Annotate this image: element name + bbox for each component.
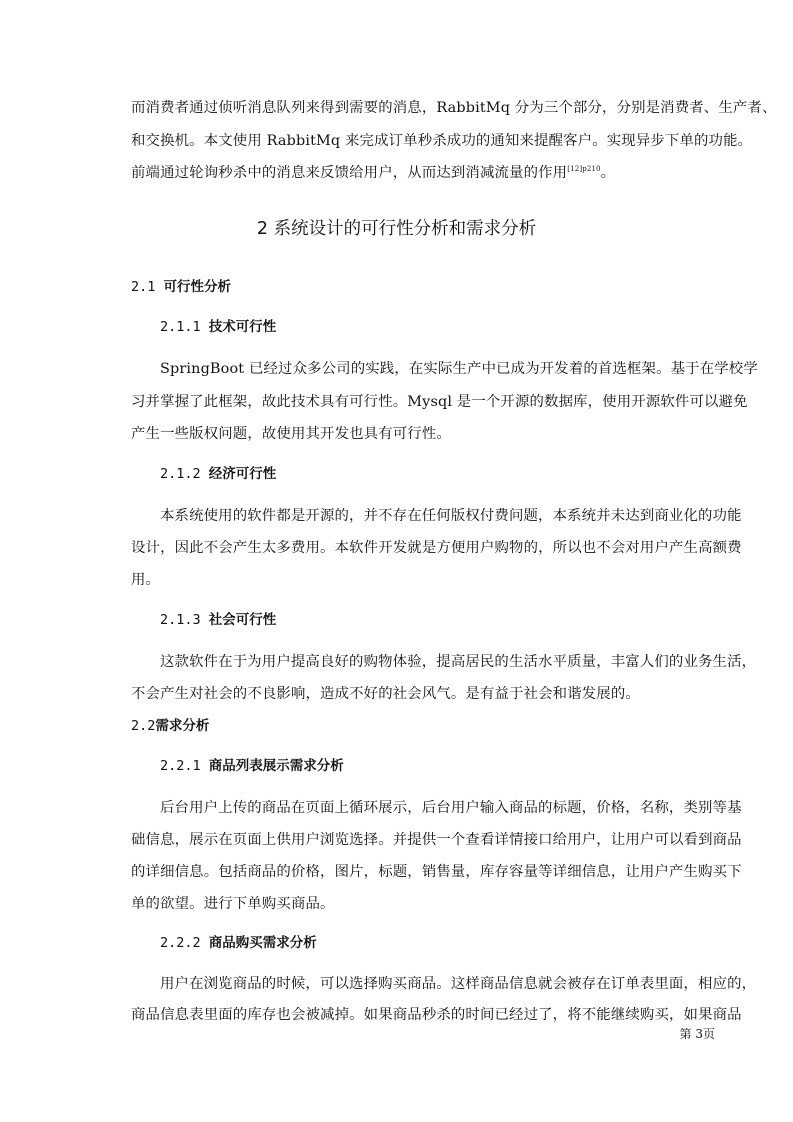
section-heading-2-2	[131, 717, 209, 735]
section-number: 2.1.1	[160, 319, 209, 335]
subsection-heading-2-2-2	[160, 934, 317, 952]
body-text-line: 这款软件在于为用户提高良好的购物体验，提高居民的生活水平质量，丰富人们的业务生活，	[160, 654, 757, 670]
section-number: 2.1	[131, 279, 164, 295]
section-title: 需求分析	[155, 718, 210, 734]
body-text-line: 础信息，展示在页面上供用户浏览选择。并提供一个查看详情接口给用户，让用户可以看到商品	[131, 832, 742, 848]
subsection-heading-2-1-1	[160, 318, 276, 336]
body-text-fragment: 。	[600, 165, 616, 181]
subsection-heading-2-1-2	[160, 465, 276, 483]
section-number: 2.1.2	[160, 466, 209, 482]
page-number: 第 3页	[679, 1027, 715, 1041]
body-text-fragment: 前端通过轮询秒杀中的消息来反馈给用户，从而达到消减流量的作用	[131, 165, 568, 181]
section-title: 经济可行性	[208, 466, 277, 482]
section-number: 2.2	[131, 718, 156, 734]
subsection-heading-2-1-3	[160, 611, 276, 629]
body-text-line: 而消费者通过侦听消息队列来得到需要的消息，RabbitMq 分为三个部分，分别是消费者、生产者、	[131, 100, 777, 116]
section-title: 可行性分析	[163, 279, 232, 295]
body-text-line: 不会产生对社会的不良影响，造成不好的社会风气。是有益于社会和谐发展的。	[131, 686, 640, 702]
body-text-line: 的详细信息。包括商品的价格，图片，标题，销售量，库存容量等详细信息，让用户产生购买下	[131, 864, 742, 880]
subsection-heading-2-2-1	[160, 757, 344, 775]
section-heading-2-1	[131, 278, 231, 296]
body-text-line	[131, 163, 721, 183]
body-text-line: 本系统使用的软件都是开源的，并不存在任何版权付费问题，本系统并未达到商业化的功能	[160, 508, 742, 524]
chapter-title: 2 系统设计的可行性分析和需求分析	[256, 219, 537, 239]
body-text-line: 后台用户上传的商品在页面上循环展示，后台用户输入商品的标题，价格，名称，类别等基	[160, 800, 742, 816]
body-text-line: SpringBoot 已经过众多公司的实践，在实际生产中已成为开发着的首选框架。基于在学校学	[160, 361, 758, 377]
body-text-line: 和交换机。本文使用 RabbitMq 来完成订单秒杀成功的通知来提醒客户。实现异步下单的功能。	[131, 133, 753, 149]
section-number: 2.2.2	[160, 935, 209, 951]
section-title: 社会可行性	[208, 612, 277, 628]
section-number: 2.2.1	[160, 758, 209, 774]
body-text-line: 用。	[131, 572, 161, 588]
body-text-line: 商品信息表里面的库存也会被减掉。如果商品秒杀的时间已经过了，将不能继续购买，如果商品	[131, 1007, 742, 1023]
section-title: 商品购买需求分析	[208, 935, 317, 951]
body-text-line: 设计，因此不会产生太多费用。本软件开发就是方便用户购物的，所以也不会对用户产生高额费	[131, 540, 742, 556]
body-text-line: 产生一些版权问题，故使用其开发也具有可行性。	[131, 426, 451, 442]
section-title: 技术可行性	[208, 319, 277, 335]
section-number: 2.1.3	[160, 612, 209, 628]
body-text-line: 用户在浏览商品的时候，可以选择购买商品。这样商品信息就会被存在订单表里面，相应的，	[160, 976, 757, 992]
section-title: 商品列表展示需求分析	[208, 758, 344, 774]
body-text-line: 单的欲望。进行下单购买商品。	[131, 896, 335, 912]
body-text-line: 习并掌握了此框架，故此技术具有可行性。Mysql 是一个开源的数据库，使用开源软件可以避免	[131, 394, 748, 410]
citation-reference: [12]p210	[567, 165, 601, 173]
